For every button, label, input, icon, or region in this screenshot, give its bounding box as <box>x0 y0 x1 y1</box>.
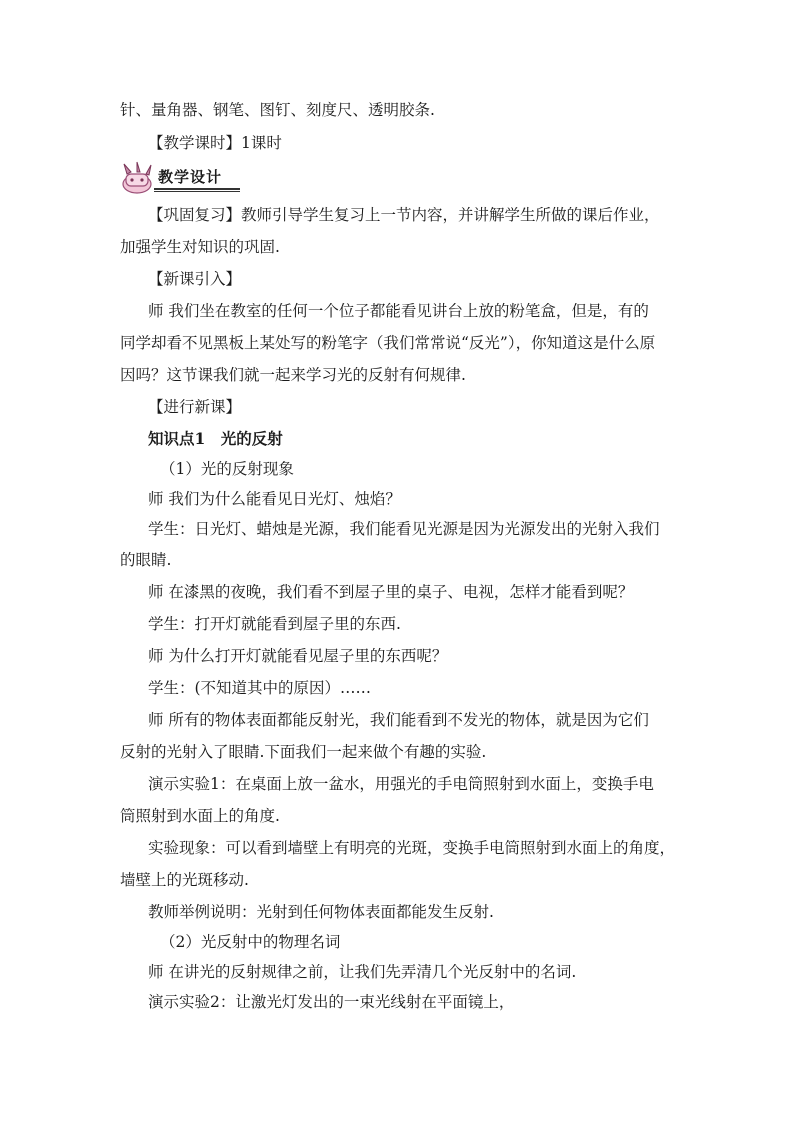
text-line: 墙壁上的光斑移动. <box>120 871 249 889</box>
subsection-heading: （1）光的反射现象 <box>160 460 294 478</box>
text-line: 【进行新课】 <box>148 398 242 416</box>
text-line: 反射的光射入了眼睛.下面我们一起来做个有趣的实验. <box>120 743 487 761</box>
text-line: 师 所有的物体表面都能反射光，我们能看到不发光的物体，就是因为它们 <box>148 711 649 729</box>
section-banner <box>118 160 240 196</box>
text-line: 的眼睛. <box>120 551 172 569</box>
subsection-heading: （2）光反射中的物理名词 <box>160 933 341 951</box>
text-line: 学生：打开灯就能看到屋子里的东西. <box>148 615 401 633</box>
text-line: 实验现象：可以看到墙壁上有明亮的光斑，变换手电筒照射到水面上的角度， <box>148 839 676 857</box>
text-line: 因吗？这节课我们就一起来学习光的反射有何规律. <box>120 366 466 384</box>
text-line: 筒照射到水面上的角度. <box>120 807 280 825</box>
teaching-design-icon <box>118 160 156 196</box>
text-line: 【教学课时】1课时 <box>148 134 282 152</box>
banner-title: 教学设计 <box>158 168 223 186</box>
text-line: 教师举例说明：光射到任何物体表面都能发生反射. <box>148 903 494 921</box>
banner-underline-thin <box>154 191 240 192</box>
text-line: 针、量角器、钢笔、图钉、刻度尺、透明胶条. <box>120 101 435 119</box>
text-line: 师 为什么打开灯就能看见屋子里的东西呢？ <box>148 647 448 665</box>
text-line: 师 我们坐在教室的任何一个位子都能看见讲台上放的粉笔盒，但是，有的 <box>148 302 649 320</box>
text-line: 同学却看不见黑板上某处写的粉笔字（我们常常说“反光”），你知道这是什么原 <box>120 334 656 352</box>
text-line: 师 在漆黑的夜晚，我们看不到屋子里的桌子、电视，怎样才能看到呢？ <box>148 583 634 601</box>
text-line: 师 我们为什么能看见日光灯、烛焰？ <box>148 490 401 508</box>
banner-underline <box>154 188 240 190</box>
text-line: 加强学生对知识的巩固. <box>120 238 280 256</box>
text-line: 演示实验2：让激光灯发出的一束光线射在平面镜上， <box>148 993 515 1011</box>
text-line: 【新课引入】 <box>148 270 242 288</box>
section-heading: 知识点1 光的反射 <box>148 429 283 448</box>
text-line: 演示实验1：在桌面上放一盆水，用强光的手电筒照射到水面上，变换手电 <box>148 775 654 793</box>
text-line: 师 在讲光的反射规律之前，让我们先弄清几个光反射中的名词. <box>148 963 577 981</box>
text-line: 【巩固复习】教师引导学生复习上一节内容，并讲解学生所做的课后作业， <box>148 206 660 224</box>
text-line: 学生：日光灯、蜡烛是光源，我们能看见光源是因为光源发出的光射入我们 <box>148 520 660 538</box>
text-line: 学生：(不知道其中的原因）…… <box>148 679 372 697</box>
